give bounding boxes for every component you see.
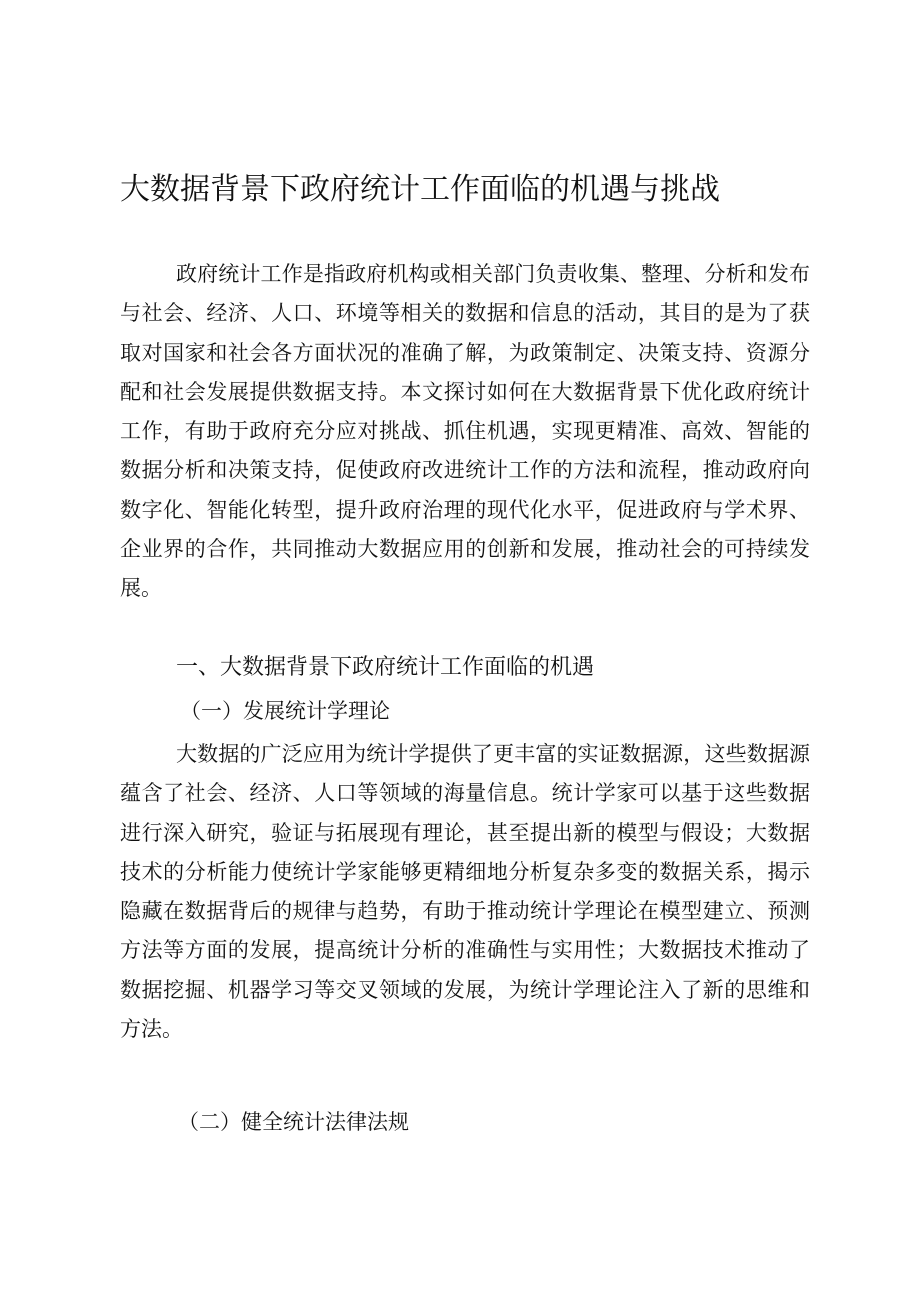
section-heading-opportunities: 一、大数据背景下政府统计工作面临的机遇 — [176, 655, 595, 680]
subsection-heading-statistics-law: （二）健全统计法律法规 — [178, 1110, 409, 1134]
statistics-theory-paragraph: 大数据的广泛应用为统计学提供了更丰富的实证数据源，这些数据源蕴含了社会、经济、人口等领域的海量信息。统计学家可以基于这些数据进行深入研究，验证与拓展现有理论，甚至提出新的模型与假设；大数据技术的分析能力使统计学家能够更精细地分析复杂多变的数据关系，揭示隐藏在数据背后的规律与趋势，有助于推动统计学理论在模型建立、预测方法等方面的发展，提高统计分析的准确性与实用性；大数据技术推动了数据挖掘、机器学习等交叉领域的发展，为统计学理论注入了新的思维和方法。 — [120, 742, 810, 1042]
intro-paragraph: 政府统计工作是指政府机构或相关部门负责收集、整理、分析和发布与社会、经济、人口、环境等相关的数据和信息的活动，其目的是为了获取对国家和社会各方面状况的准确了解，为政策制定、决策支持、资源分配和社会发展提供数据支持。本文探讨如何在大数据背景下优化政府统计工作，有助于政府充分应对挑战、抓住机遇，实现更精准、高效、智能的数据分析和决策支持，促使政府改进统计工作的方法和流程，推动政府向数字化、智能化转型，提升政府治理的现代化水平，促进政府与学术界、企业界的合作，共同推动大数据应用的创新和发展，推动社会的可持续发展。 — [120, 262, 810, 601]
subsection-heading-statistics-theory: （一）发展统计学理论 — [180, 699, 390, 723]
document-title: 大数据背景下政府统计工作面临的机遇与挑战 — [120, 172, 720, 207]
